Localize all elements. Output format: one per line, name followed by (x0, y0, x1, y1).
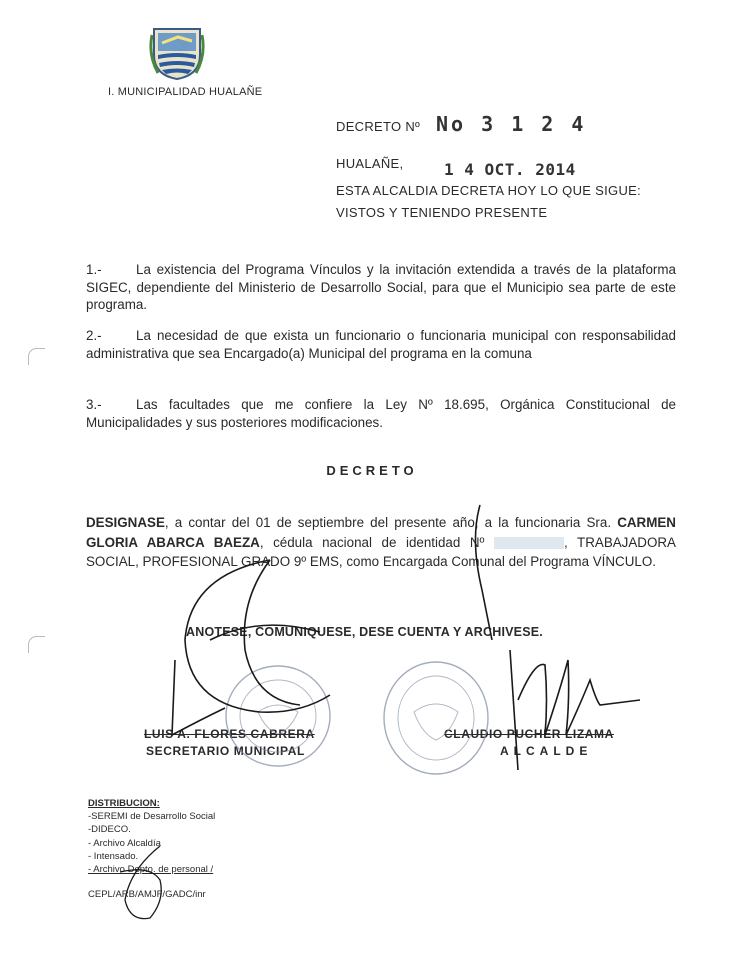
secretary-name: LUIS A. FLORES CABRERA (144, 727, 315, 741)
distribution-block (88, 797, 215, 901)
punch-hole-mark (28, 636, 45, 653)
decreto-text-1: , a contar del 01 de septiembre del presente año, a la funcionaria Sra. (164, 515, 612, 530)
visto-text: Las facultades que me confiere la Ley Nº 18.695, Orgánica Constitucional de Municipalidades y sus posteriores modificaciones. (86, 397, 676, 430)
visto-item-1 (86, 261, 676, 314)
decreto-text-4: TRABAJADORA SOCIAL, PROFESIONAL GRADO 9º EMS, como Encargada Comunal del Programa VÍNCULO. (86, 534, 676, 569)
mayor-name: CLAUDIO PUCHER LIZAMA (444, 727, 614, 741)
visto-item-2 (86, 327, 676, 362)
secretary-title: SECRETARIO MUNICIPAL (146, 744, 305, 758)
municipality-name: I. MUNICIPALIDAD HUALAÑE (108, 86, 263, 98)
punch-hole-mark (28, 348, 45, 365)
decreto-body (86, 513, 676, 572)
distribution-item: - Intensado. (88, 850, 139, 862)
visto-text: La necesidad de que exista un funcionario o funcionaria municipal con responsabilidad administrativa que sea Encargado(a) Municipal del programa en la comuna (86, 328, 676, 361)
visto-number: 1.- (86, 262, 102, 277)
date-stamp: 1 4 OCT. 2014 (444, 160, 576, 179)
decreto-text-2: , cédula nacional de identidad Nº (259, 534, 485, 550)
closing-line: ANOTESE, COMUNIQUESE, DESE CUENTA Y ARCHIVESE. (186, 625, 543, 639)
distribution-item: - Archivo Depto. de personal / (88, 864, 214, 876)
distribution-title: DISTRIBUCION: (88, 798, 160, 809)
decreto-label: DECRETO Nº (336, 119, 421, 134)
mayor-seal-stamp (384, 662, 488, 774)
distribution-item: -DIDECO. (88, 824, 131, 836)
designase-keyword: DESIGNASE (86, 515, 165, 530)
place-label: HUALAÑE, (336, 156, 404, 171)
header-line-1: ESTA ALCALDIA DECRETA HOY LO QUE SIGUE: (336, 183, 642, 198)
header-line-2: VISTOS Y TENIENDO PRESENTE (336, 205, 548, 220)
municipal-crest-logo (148, 25, 206, 81)
distribution-item: -SEREMI de Desarrollo Social (88, 811, 216, 823)
mayor-title: ALCALDE (500, 744, 593, 758)
visto-number: 3.- (86, 397, 102, 412)
secretary-handwritten-signature (172, 560, 330, 735)
reference-initials: CEPL/ARB/AMJF/GADC/inr (88, 889, 206, 901)
distribution-item: - Archivo Alcaldía (88, 837, 161, 849)
visto-text: La existencia del Programa Vínculos y la invitación extendida a través de la plataforma SIGEC, dependiente del Ministerio de Desarrollo Social, para que el Municipio sea parte de este programa. (86, 262, 676, 312)
designee-name: CARMEN GLORIA ABARCA BAEZA (86, 515, 676, 550)
decreto-number: No 3 1 2 4 (436, 112, 587, 136)
visto-number: 2.- (86, 328, 102, 343)
decreto-title: DECRETO (326, 463, 418, 478)
visto-item-3 (86, 396, 676, 431)
decreto-text-3: , (563, 534, 568, 550)
redacted-id (494, 537, 564, 549)
